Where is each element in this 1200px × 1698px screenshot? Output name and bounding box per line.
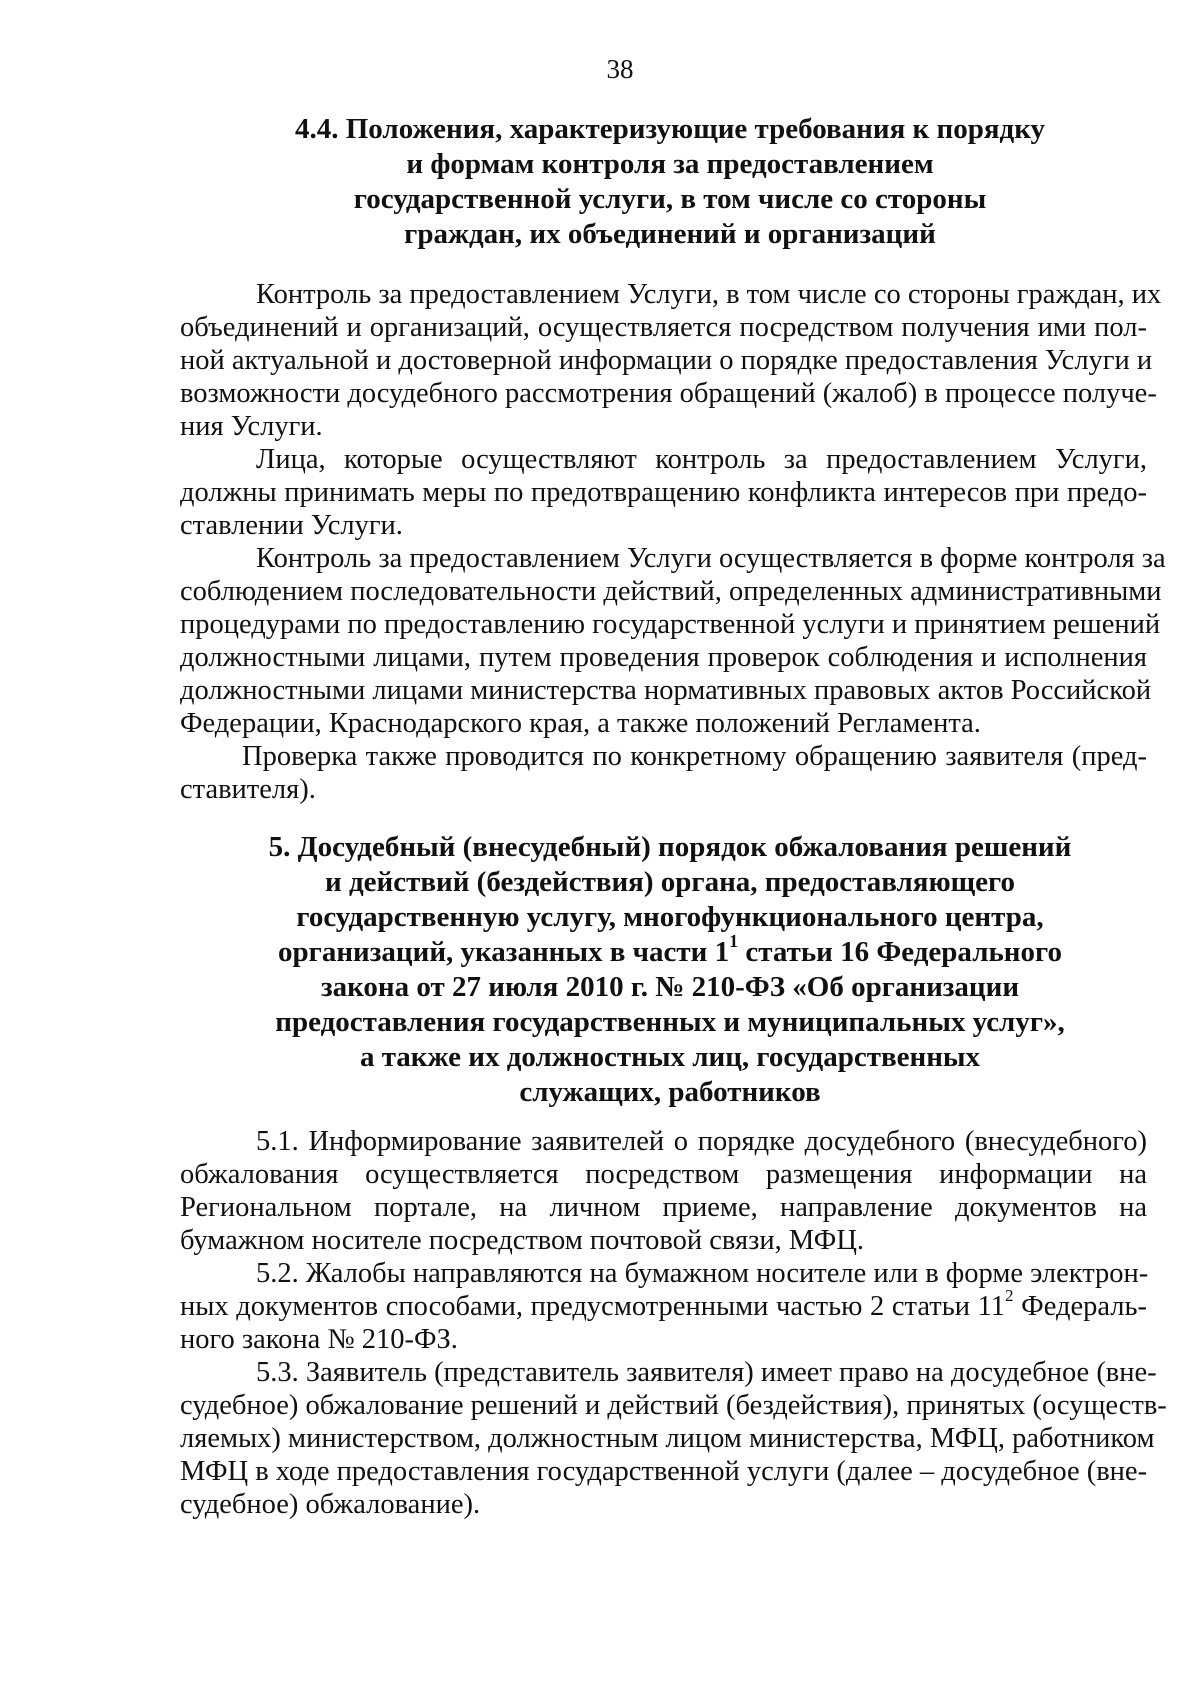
text-line-with-superscript [180,1285,1147,1323]
heading-text: статьи 16 Федерального [738,936,1062,968]
paragraph-control-form [180,542,1166,740]
text-line: Региональном портале, на личном приеме, направление документов на [180,1192,1147,1223]
text-line: ставителя). [180,774,316,805]
heading-line: граждан, их объединений и организаций [404,218,936,250]
superscript: 1 [729,931,739,952]
page-number: 38 [606,54,634,84]
text-line: ляемых) министерством, должностным лицом министерства, МФЦ, работником [180,1423,1155,1454]
text-segment: Федераль- [1013,1291,1147,1322]
heading-line: 5. Досудебный (внесудебный) порядок обжалования решений [268,831,1072,863]
paragraph-5-1 [180,1125,1147,1257]
paragraph-5-3 [180,1356,1167,1521]
text-line: судебное) обжалование). [180,1489,481,1520]
heading-line: государственную услугу, многофункционального центра, [296,901,1044,933]
heading-line-with-superscript [180,931,1160,970]
text-line: ного закона № 210-ФЗ. [180,1324,458,1355]
paragraph-control [180,278,1162,443]
text-line: Проверка также проводится по конкретному обращению заявителя (пред- [242,741,1147,772]
text-line: бумажном носителе посредством почтовой связи, МФЦ. [180,1225,865,1256]
text-line: ставлении Услуги. [180,510,403,541]
paragraph-inspection [180,740,1147,806]
text-line: ной актуальной и достоверной информации о порядке предоставления Услуги и [180,345,1153,376]
heading-text: организаций, указанных в части 1 [278,936,730,968]
heading-line: 4.4. Положения, характеризующие требования к порядку [295,113,1045,145]
section-5-heading [180,830,1160,1110]
text-line: Федерации, Краснодарского края, а также положений Регламента. [180,708,981,739]
text-line: возможности досудебного рассмотрения обращений (жалоб) в процессе получе- [180,378,1157,409]
text-line: должностными лицами министерства нормативных правовых актов Российской [180,675,1152,706]
text-line: должны принимать меры по предотвращению конфликта интересов при предо- [180,477,1147,508]
text-line: Лица, которые осуществляют контроль за предоставлением Услуги, [256,444,1147,475]
paragraph-5-2 [180,1257,1147,1356]
text-line: Контроль за предоставлением Услуги, в том числе со стороны граждан, их [256,279,1162,310]
text-line: 5.2. Жалобы направляются на бумажном носителе или в форме электрон- [256,1258,1149,1289]
text-line: 5.3. Заявитель (представитель заявителя) имеет право на досудебное (вне- [256,1357,1157,1388]
paragraph-conflict-of-interest [180,443,1147,542]
section-4-4-heading [180,112,1160,252]
heading-line: закона от 27 июля 2010 г. № 210-ФЗ «Об организации [320,971,1020,1003]
text-line: должностными лицами, путем проведения проверок соблюдения и исполнения [180,642,1147,673]
text-line: Контроль за предоставлением Услуги осуществляется в форме контроля за [256,543,1166,574]
section-4-4-body [180,278,1166,806]
section-5-body [180,1125,1167,1521]
text-line: процедурами по предоставлению государственной услуги и принятием решений [180,609,1161,640]
text-line: МФЦ в ходе предоставления государственной услуги (далее – досудебное (вне- [180,1456,1148,1487]
heading-line: и действий (бездействия) органа, предоставляющего [325,866,1015,898]
text-line: обжалования осуществляется посредством размещения информации на [180,1159,1147,1190]
heading-line: предоставления государственных и муниципальных услуг», [275,1006,1065,1038]
text-line: объединений и организаций, осуществляется посредством получения ими пол- [180,312,1147,343]
text-line: ния Услуги. [180,411,323,442]
text-line: судебное) обжалование решений и действий (бездействия), принятых (осуществ- [180,1390,1167,1421]
heading-line: а также их должностных лиц, государственных [359,1041,981,1073]
text-segment: ных документов способами, предусмотренными частью 2 статьи 11 [180,1291,1006,1322]
heading-line: и формам контроля за предоставлением [406,148,934,180]
text-line: 5.1. Информирование заявителей о порядке досудебного (внесудебного) [256,1126,1147,1157]
superscript: 2 [1005,1285,1014,1305]
text-line: соблюдением последовательности действий, определенных административными [180,576,1162,607]
heading-line: служащих, работников [519,1076,821,1108]
heading-line: государственной услуги, в том числе со стороны [353,183,987,215]
